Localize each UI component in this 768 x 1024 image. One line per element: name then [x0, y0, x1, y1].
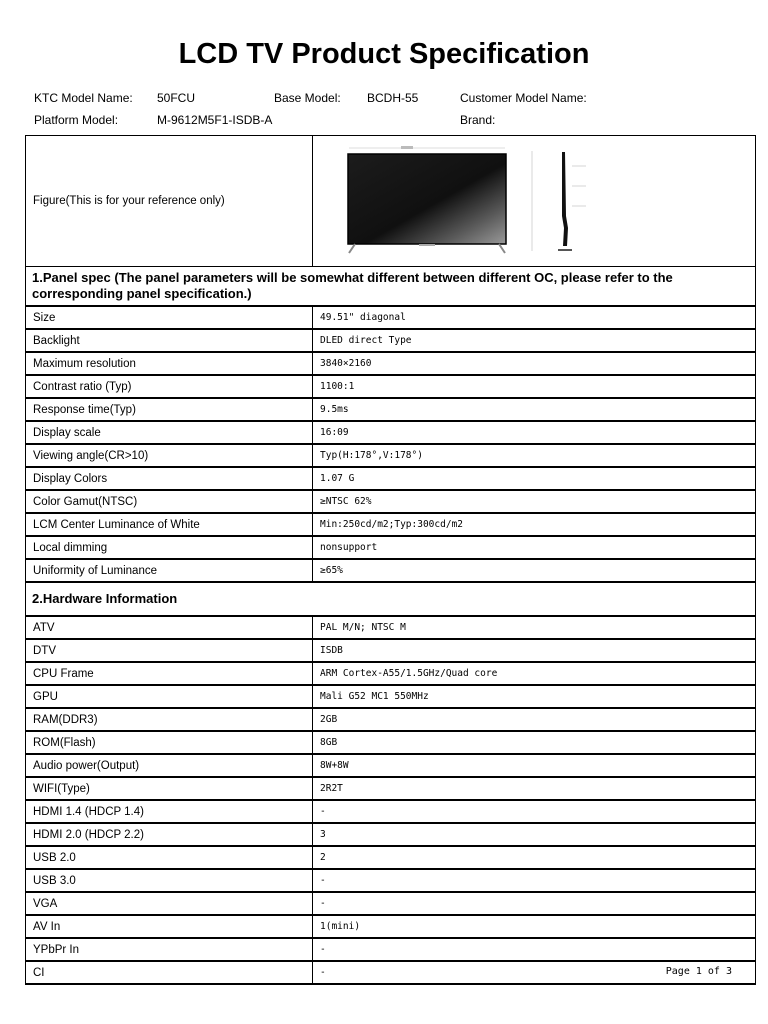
spec-value: -: [313, 800, 756, 823]
tv-front-image: [345, 146, 510, 256]
spec-value: 3840×2160: [313, 352, 756, 375]
table-row: [26, 398, 756, 421]
figure-row: [26, 136, 756, 267]
table-row: [26, 616, 756, 639]
brand-label: Brand:: [460, 113, 496, 127]
spec-label: Uniformity of Luminance: [26, 559, 313, 582]
spec-value: -: [313, 938, 756, 961]
spec-value: 49.51" diagonal: [313, 306, 756, 329]
spec-label: USB 2.0: [26, 846, 313, 869]
spec-value: 8GB: [313, 731, 756, 754]
table-row: [26, 639, 756, 662]
panel-spec-heading: 1.Panel spec (The panel parameters will be somewhat different between different OC, please refer to the corresponding panel specification.): [26, 267, 756, 307]
spec-value: 16:09: [313, 421, 756, 444]
hardware-info-section: [26, 582, 756, 616]
customer-model-label: Customer Model Name:: [460, 91, 587, 105]
spec-value: 2GB: [313, 708, 756, 731]
spec-label: Local dimming: [26, 536, 313, 559]
spec-label: CI: [26, 961, 313, 984]
table-row: [26, 708, 756, 731]
spec-label: Response time(Typ): [26, 398, 313, 421]
table-row: [26, 352, 756, 375]
spec-value: 9.5ms: [313, 398, 756, 421]
ktc-model-label: KTC Model Name:: [34, 91, 133, 105]
spec-value: 8W+8W: [313, 754, 756, 777]
page-number: Page 1 of 3: [665, 966, 732, 977]
spec-label: ATV: [26, 616, 313, 639]
spec-label: Size: [26, 306, 313, 329]
table-row: [26, 467, 756, 490]
table-row: [26, 306, 756, 329]
table-row: [26, 513, 756, 536]
panel-spec-section: [26, 267, 756, 307]
spec-value: -: [313, 869, 756, 892]
table-row: [26, 869, 756, 892]
spec-label: VGA: [26, 892, 313, 915]
spec-label: DTV: [26, 639, 313, 662]
table-row: [26, 892, 756, 915]
figure-cell: [313, 136, 756, 267]
spec-label: AV In: [26, 915, 313, 938]
platform-model-value: M-9612M5F1-ISDB-A: [157, 113, 273, 127]
spec-value: 1100:1: [313, 375, 756, 398]
spec-value: Typ(H:178°,V:178°): [313, 444, 756, 467]
spec-label: Contrast ratio (Typ): [26, 375, 313, 398]
spec-value: ≥65%: [313, 559, 756, 582]
table-row: [26, 754, 756, 777]
spec-value: 2R2T: [313, 777, 756, 800]
spec-value: ARM Cortex-A55/1.5GHz/Quad core: [313, 662, 756, 685]
spec-label: Display Colors: [26, 467, 313, 490]
platform-model-label: Platform Model:: [34, 113, 119, 127]
table-row: [26, 915, 756, 938]
spec-label: Backlight: [26, 329, 313, 352]
table-row: [26, 329, 756, 352]
spec-value: -: [313, 961, 756, 984]
spec-value: 1.07 G: [313, 467, 756, 490]
spec-label: LCM Center Luminance of White: [26, 513, 313, 536]
spec-value: Mali G52 MC1 550MHz: [313, 685, 756, 708]
spec-label: Viewing angle(CR>10): [26, 444, 313, 467]
page-title: LCD TV Product Specification: [178, 38, 590, 70]
base-model-value: BCDH-55: [367, 91, 419, 105]
spec-label: CPU Frame: [26, 662, 313, 685]
spec-table: [25, 135, 756, 985]
spec-label: HDMI 2.0 (HDCP 2.2): [26, 823, 313, 846]
spec-label: Display scale: [26, 421, 313, 444]
spec-value: DLED direct Type: [313, 329, 756, 352]
spec-label: ROM(Flash): [26, 731, 313, 754]
ktc-model-value: 50FCU: [157, 91, 196, 105]
table-row: [26, 490, 756, 513]
table-row: [26, 444, 756, 467]
table-row: [26, 961, 756, 984]
spec-label: WIFI(Type): [26, 777, 313, 800]
table-row: [26, 421, 756, 444]
spec-value: 3: [313, 823, 756, 846]
spec-label: RAM(DDR3): [26, 708, 313, 731]
spec-value: PAL M/N; NTSC M: [313, 616, 756, 639]
table-row: [26, 938, 756, 961]
table-row: [26, 777, 756, 800]
spec-value: Min:250cd/m2;Typ:300cd/m2: [313, 513, 756, 536]
spec-label: USB 3.0: [26, 869, 313, 892]
spec-value: ≥NTSC 62%: [313, 490, 756, 513]
table-row: [26, 685, 756, 708]
spec-value: 2: [313, 846, 756, 869]
table-row: [26, 662, 756, 685]
spec-value: 1(mini): [313, 915, 756, 938]
table-row: [26, 559, 756, 582]
table-row: [26, 731, 756, 754]
spec-label: Maximum resolution: [26, 352, 313, 375]
spec-label: Color Gamut(NTSC): [26, 490, 313, 513]
figure-label: Figure(This is for your reference only): [26, 136, 313, 267]
spec-label: Audio power(Output): [26, 754, 313, 777]
spec-label: GPU: [26, 685, 313, 708]
table-row: [26, 823, 756, 846]
table-row: [26, 846, 756, 869]
tv-side-image: [528, 146, 588, 256]
spec-value: nonsupport: [313, 536, 756, 559]
table-row: [26, 536, 756, 559]
base-model-label: Base Model:: [274, 91, 341, 105]
spec-label: YPbPr In: [26, 938, 313, 961]
spec-value: ISDB: [313, 639, 756, 662]
table-row: [26, 800, 756, 823]
hardware-info-heading: 2.Hardware Information: [26, 582, 756, 616]
spec-label: HDMI 1.4 (HDCP 1.4): [26, 800, 313, 823]
spec-value: -: [313, 892, 756, 915]
table-row: [26, 375, 756, 398]
